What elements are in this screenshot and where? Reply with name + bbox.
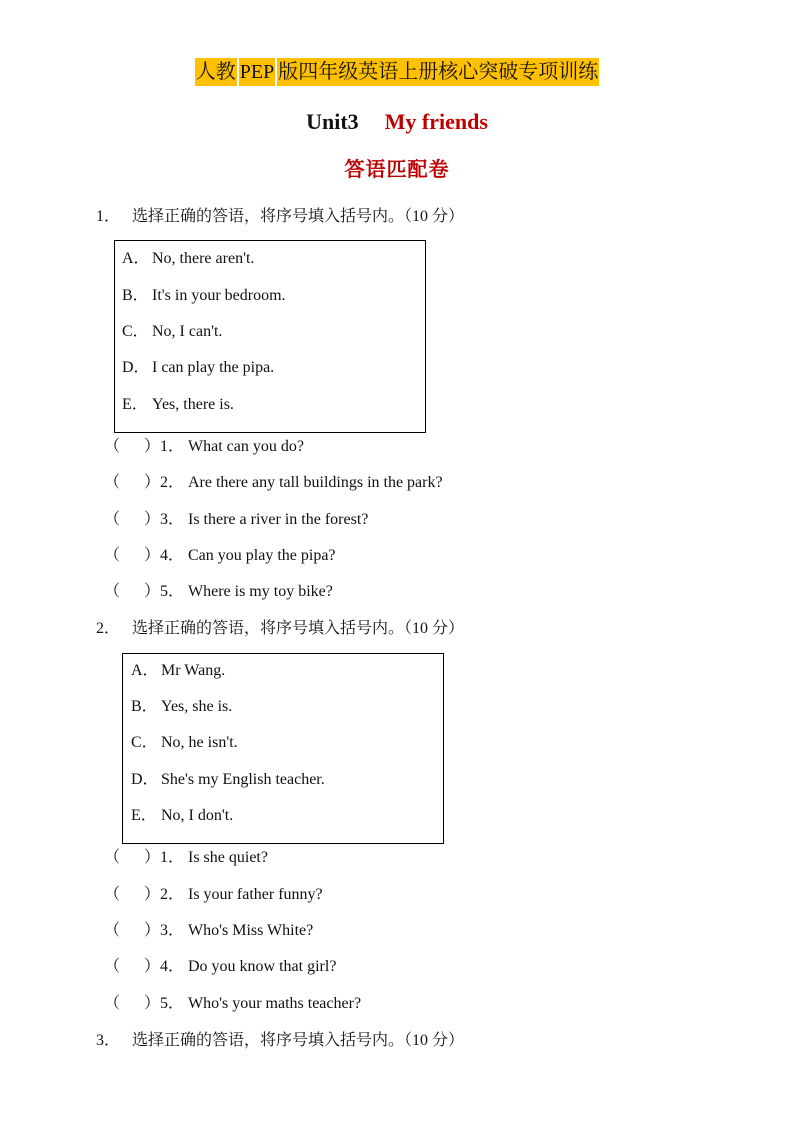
option-text: No, I don't. xyxy=(161,807,234,824)
header-segment-1: 人教 xyxy=(195,58,237,86)
option-a xyxy=(131,660,225,682)
section-title: 答语匹配卷 xyxy=(344,159,450,181)
question-1-item-1: （ ）1． What can you do? xyxy=(104,436,304,458)
item-text: Is she quiet? xyxy=(188,849,268,866)
answer-blank[interactable]: （ xyxy=(104,922,121,939)
option-text: No, he isn't. xyxy=(161,734,238,751)
unit-title xyxy=(0,106,794,138)
option-letter: A． xyxy=(122,250,150,267)
question-instruction: 选择正确的答语，将序号填入括号内。（10 分） xyxy=(132,208,465,225)
question-1-item-5: （ ）5． Where is my toy bike? xyxy=(104,581,333,603)
answer-blank[interactable]: （ xyxy=(104,995,121,1012)
item-text: Who's your maths teacher? xyxy=(188,995,362,1012)
question-2-heading xyxy=(96,617,464,641)
item-text: Can you play the pipa? xyxy=(188,547,336,564)
question-instruction: 选择正确的答语，将序号填入括号内。（10 分） xyxy=(132,620,465,637)
option-text: It's in your bedroom. xyxy=(152,287,286,304)
item-text: Are there any tall buildings in the park? xyxy=(188,474,443,491)
question-2-item-5: （ ）5． Who's your maths teacher? xyxy=(104,993,361,1015)
item-text: Is your father funny? xyxy=(188,886,323,903)
option-text: No, I can't. xyxy=(152,323,223,340)
question-number: 1． xyxy=(96,208,121,225)
item-text: Do you know that girl? xyxy=(188,958,337,975)
question-2-item-4: （ ）4． Do you know that girl? xyxy=(104,956,336,978)
option-text: Yes, there is. xyxy=(152,396,234,413)
item-text: What can you do? xyxy=(188,438,304,455)
answer-blank[interactable]: （ xyxy=(104,958,121,975)
option-text: Mr Wang. xyxy=(161,662,226,679)
question-instruction: 选择正确的答语，将序号填入括号内。（10 分） xyxy=(132,1032,465,1049)
answer-blank[interactable]: （ xyxy=(104,849,121,866)
item-text: Where is my toy bike? xyxy=(188,583,333,600)
question-1-item-3: （ ）3． Is there a river in the forest? xyxy=(104,509,368,531)
answer-blank[interactable]: （ xyxy=(104,511,121,528)
option-letter: A． xyxy=(131,662,159,679)
header-segment-3: 版四年级英语上册核心突破专项训练 xyxy=(277,58,599,86)
option-letter: E． xyxy=(131,807,157,824)
option-c xyxy=(131,732,238,754)
option-letter: B． xyxy=(131,698,158,715)
option-text: Yes, she is. xyxy=(161,698,233,715)
question-1-item-2: （ ）2． Are there any tall buildings in the park? xyxy=(104,472,443,494)
option-b xyxy=(122,285,286,307)
question-1-heading xyxy=(96,205,464,229)
unit-number: Unit3 xyxy=(306,109,359,134)
option-text: I can play the pipa. xyxy=(152,359,275,376)
option-c xyxy=(122,321,222,343)
option-a xyxy=(122,248,254,270)
answer-blank[interactable]: （ xyxy=(104,474,121,491)
option-d xyxy=(131,769,325,791)
question-number: 2． xyxy=(96,620,121,637)
answer-blank[interactable]: （ xyxy=(104,438,121,455)
document-header xyxy=(0,56,794,88)
item-text: Who's Miss White? xyxy=(188,922,314,939)
item-text: Is there a river in the forest? xyxy=(188,511,369,528)
option-e xyxy=(122,394,234,416)
option-e xyxy=(131,805,233,827)
option-letter: C． xyxy=(122,323,149,340)
question-number: 3． xyxy=(96,1032,121,1049)
option-letter: D． xyxy=(131,771,159,788)
question-3-heading xyxy=(96,1029,464,1053)
question-1-item-4: （ ）4． Can you play the pipa? xyxy=(104,545,336,567)
question-2-item-1: （ ）1． Is she quiet? xyxy=(104,847,268,869)
answer-blank[interactable]: （ xyxy=(104,583,121,600)
option-text: She's my English teacher. xyxy=(161,771,325,788)
answer-blank[interactable]: （ xyxy=(104,547,121,564)
option-letter: C． xyxy=(131,734,158,751)
option-letter: B． xyxy=(122,287,149,304)
answer-blank[interactable]: （ xyxy=(104,886,121,903)
option-letter: E． xyxy=(122,396,148,413)
question-2-item-2: （ ）2． Is your father funny? xyxy=(104,884,323,906)
option-text: No, there aren't. xyxy=(152,250,255,267)
option-letter: D． xyxy=(122,359,150,376)
option-d xyxy=(122,357,274,379)
question-2-item-3: （ ）3． Who's Miss White? xyxy=(104,920,313,942)
header-segment-2: PEP xyxy=(239,58,275,86)
unit-name: My friends xyxy=(384,109,488,134)
option-b xyxy=(131,696,232,718)
